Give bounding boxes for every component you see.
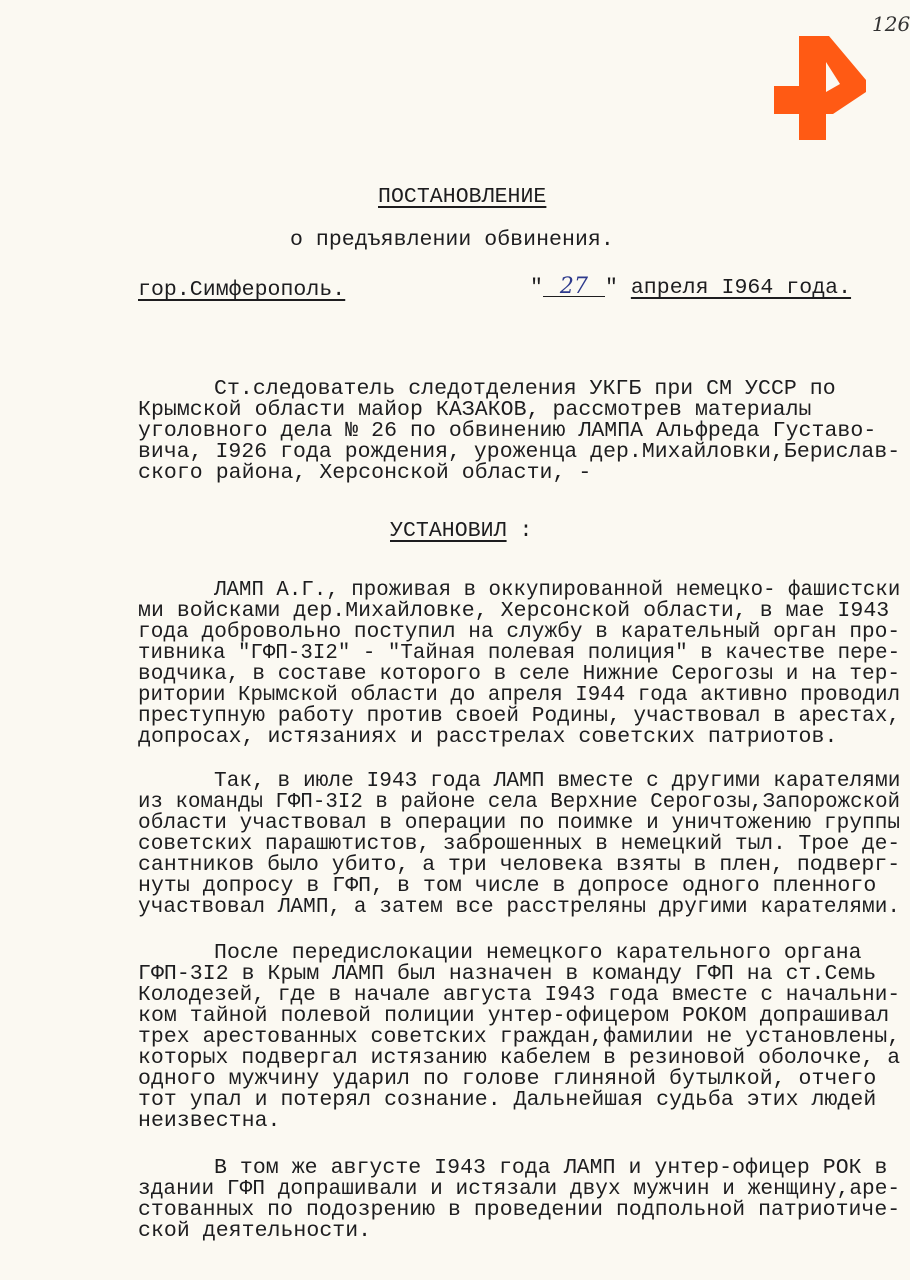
date-open-quote: ": [530, 276, 543, 300]
paragraph-line: ГФП-3I2 в Крым ЛАМП был назначен в команду ГФП на ст.Семь: [138, 962, 877, 986]
paragraph-line: ком тайной полевой полиции унтер-офицером РОКОМ допрашивал: [138, 1004, 890, 1028]
logo-shape: [774, 36, 866, 140]
paragraph-line: неизвестна.: [138, 1109, 281, 1133]
paragraph-line: из команды ГФП-3I2 в районе села Верхние Серогозы,Запорожской: [138, 790, 901, 814]
intro-line: ского района, Херсонской области, -: [138, 461, 592, 485]
paragraph-line: ЛАМП А.Г., проживая в оккупированной немецко- фашистски: [214, 578, 901, 602]
paragraph-line: которых подвергал истязанию кабелем в резиновой оболочке, а: [138, 1046, 901, 1070]
document-subtitle: о предъявлении обвинения.: [290, 228, 614, 252]
paragraph-line: года добровольно поступил на службу в карательный орган про-: [138, 620, 901, 644]
paragraph-line: ритории Крымской области до апреля I944 года активно проводил: [138, 683, 901, 707]
paragraph-line: В том же августе I943 года ЛАМП и унтер-офицер РОК в: [214, 1156, 888, 1180]
orange-r-logo: [772, 34, 868, 144]
intro-line: Ст.следователь следотделения УКГБ при СМ УССР по: [214, 377, 836, 401]
paragraph-line: сантников было убито, а три человека взяты в плен, подверг-: [138, 853, 901, 877]
paragraph-line: тот упал и потерял сознание. Дальнейшая судьба этих людей: [138, 1088, 877, 1112]
established-colon: :: [506, 519, 533, 543]
intro-line: уголовного дела № 26 по обвинению ЛАМПА Альфреда Густаво-: [138, 419, 877, 443]
paragraph-line: ми войсками дер.Михайловке, Херсонской области, в мае I943: [138, 599, 890, 623]
paragraph-line: советских парашютистов, заброшенных в немецкий тыл. Трое де-: [138, 832, 901, 856]
intro-line: вича, I926 года рождения, уроженца дер.Михайловки,Берислав-: [138, 440, 901, 464]
established-heading: [390, 521, 532, 541]
paragraph-line: участвовал ЛАМП, а затем все расстреляны другими карателями.: [138, 895, 901, 919]
paragraph-line: Так, в июле I943 года ЛАМП вместе с другими карателями: [214, 769, 901, 793]
paragraph-line: одного мужчину ударил по голове глиняной бутылкой, отчего: [138, 1067, 877, 1091]
paragraph-line: преступную работу против своей Родины, участвовал в арестах,: [138, 704, 901, 728]
established-word: УСТАНОВИЛ: [390, 519, 507, 543]
paragraph-line: После передислокации немецкого карательного органа: [214, 941, 862, 965]
paragraph-line: водчика, в составе которого в селе Нижние Серогозы и на тер-: [138, 662, 901, 686]
date-close-quote: ": [604, 276, 618, 300]
paragraph-line: ской деятельности.: [138, 1219, 372, 1243]
date-rest: апреля I964 года.: [630, 276, 852, 300]
intro-line: Крымской области майор КАЗАКОВ, рассмотрев материалы: [138, 398, 812, 422]
date-line: [530, 274, 852, 300]
page-number: 126: [872, 12, 910, 36]
paragraph-line: здании ГФП допрашивали и истязали двух мужчин и женщину,аре-: [138, 1177, 901, 1201]
place-line: гор.Симферополь.: [138, 278, 346, 302]
paragraph-line: трех арестованных советских граждан,фамилии не установлены,: [138, 1025, 901, 1049]
document-title: ПОСТАНОВЛЕНИЕ: [378, 185, 547, 209]
paragraph-line: допросах, истязаниях и расстрелах советских патриотов.: [138, 725, 838, 749]
paragraph-line: тивника "ГФП-3I2" - "Тайная полевая полиция" в качестве пере-: [138, 641, 901, 665]
paragraph-line: нуты допросу в ГФП, в том числе в допросе одного пленного: [138, 874, 877, 898]
date-day: 27: [543, 278, 605, 297]
paragraph-line: области участвовал в операции по поимке и уничтожению группы: [138, 811, 901, 835]
paragraph-line: стованных по подозрению в проведении подпольной патриотиче-: [138, 1198, 901, 1222]
paragraph-line: Колодезей, где в начале августа I943 года вместе с начальни-: [138, 983, 901, 1007]
